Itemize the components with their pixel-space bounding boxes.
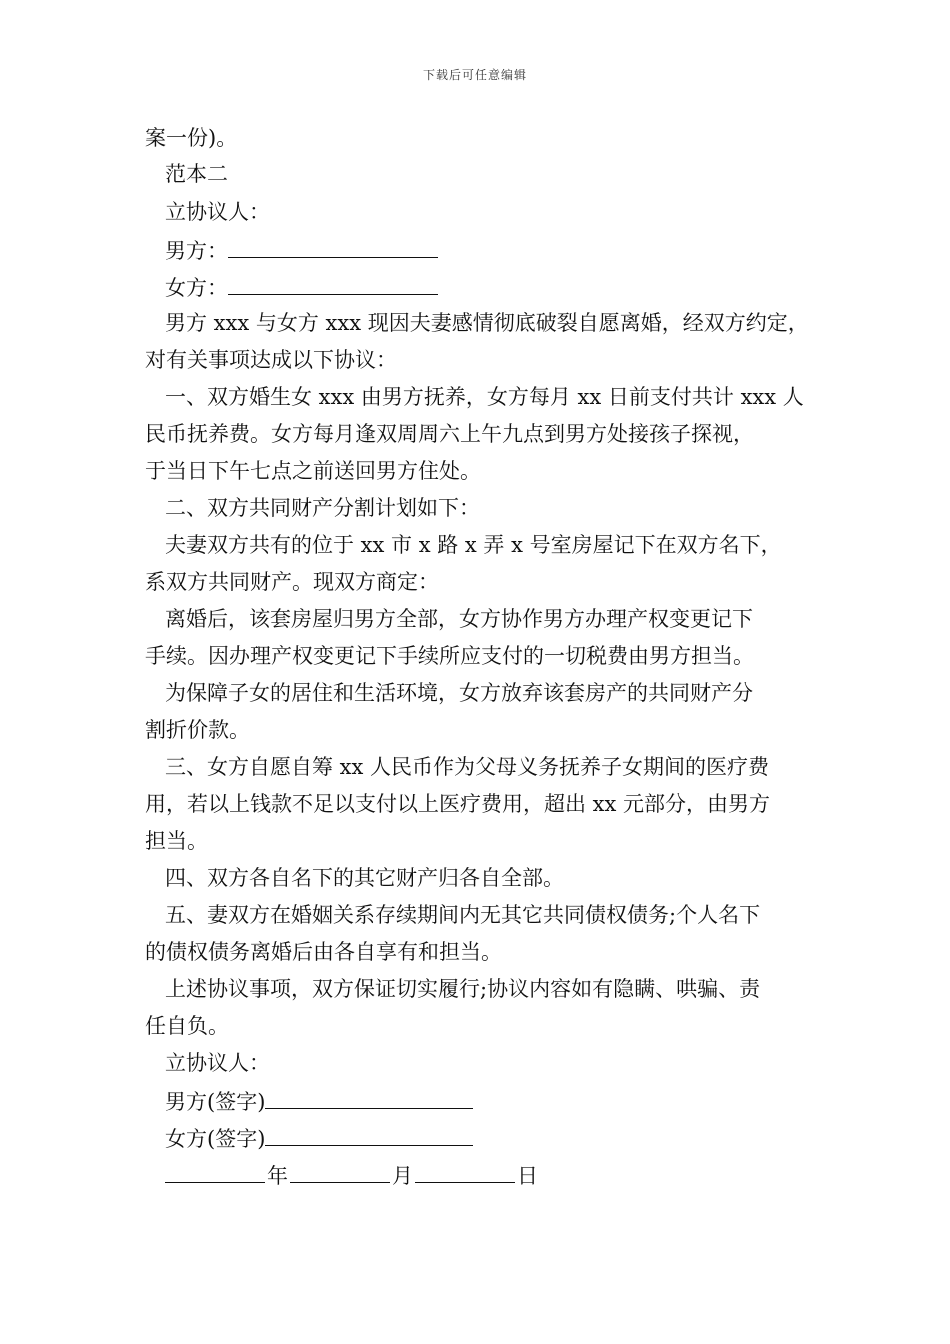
male-signature-label: 男方(签字) (165, 1090, 266, 1114)
paragraph-line: 二、双方共同财产分割计划如下： (165, 496, 480, 520)
paragraph-line: 三、女方自愿自筹 xx 人民币作为父母义务抚养子女期间的医疗费 (165, 755, 770, 779)
paragraph-line: 割折价款。 (145, 718, 250, 742)
paragraph-line: 的债权债务离婚后由各自享有和担当。 (145, 940, 502, 964)
paragraph-line: 夫妻双方共有的位于 xx 市 x 路 x 弄 x 号室房屋记下在双方名下， (165, 533, 782, 557)
female-party-line (165, 272, 438, 302)
year-blank[interactable] (165, 1160, 265, 1183)
paragraph-line: 男方 xxx 与女方 xxx 现因夫妻感情彻底破裂自愿离婚，经双方约定， (165, 311, 809, 335)
paragraph-line: 四、双方各自名下的其它财产归各自全部。 (165, 866, 564, 890)
paragraph-line: 任自负。 (145, 1014, 229, 1038)
month-label: 月 (392, 1164, 413, 1188)
paragraph-line: 案一份)。 (145, 126, 238, 150)
female-signature-blank[interactable] (265, 1123, 473, 1146)
paragraph-line: 担当。 (145, 829, 208, 853)
page-header: 下载后可任意编辑 (422, 68, 527, 82)
year-label: 年 (267, 1164, 288, 1188)
female-signature-line (165, 1123, 473, 1153)
parties-heading: 立协议人： (165, 200, 270, 224)
paragraph-line: 于当日下午七点之前送回男方住处。 (145, 459, 481, 483)
paragraph-line: 系双方共同财产。现双方商定： (145, 570, 439, 594)
male-signature-blank[interactable] (265, 1086, 473, 1109)
paragraph-line: 用，若以上钱款不足以支付以上医疗费用，超出 xx 元部分，由男方 (145, 792, 771, 816)
paragraph-line: 手续。因办理产权变更记下手续所应支付的一切税费由男方担当。 (145, 644, 754, 668)
male-party-label: 男方： (165, 239, 228, 263)
date-line (165, 1160, 538, 1190)
day-label: 日 (517, 1164, 538, 1188)
section-title: 范本二 (165, 162, 228, 186)
male-party-blank[interactable] (228, 235, 438, 258)
paragraph-line: 民币抚养费。女方每月逢双周周六上午九点到男方处接孩子探视， (145, 422, 754, 446)
male-signature-line (165, 1086, 473, 1116)
paragraph-line: 一、双方婚生女 xxx 由男方抚养，女方每月 xx 日前支付共计 xxx 人 (165, 385, 804, 409)
paragraph-line: 对有关事项达成以下协议： (145, 348, 397, 372)
female-signature-label: 女方(签字) (165, 1127, 266, 1151)
paragraph-line: 五、妻双方在婚姻关系存续期间内无其它共同债权债务;个人名下 (165, 903, 761, 927)
female-party-label: 女方： (165, 276, 228, 300)
signatories-heading: 立协议人： (165, 1051, 270, 1075)
paragraph-line: 上述协议事项，双方保证切实履行;协议内容如有隐瞒、哄骗、责 (165, 977, 761, 1001)
paragraph-line: 离婚后，该套房屋归男方全部，女方协作男方办理产权变更记下 (165, 607, 753, 631)
male-party-line (165, 235, 438, 265)
female-party-blank[interactable] (228, 272, 438, 295)
paragraph-line: 为保障子女的居住和生活环境，女方放弃该套房产的共同财产分 (165, 681, 753, 705)
day-blank[interactable] (415, 1160, 515, 1183)
month-blank[interactable] (290, 1160, 390, 1183)
